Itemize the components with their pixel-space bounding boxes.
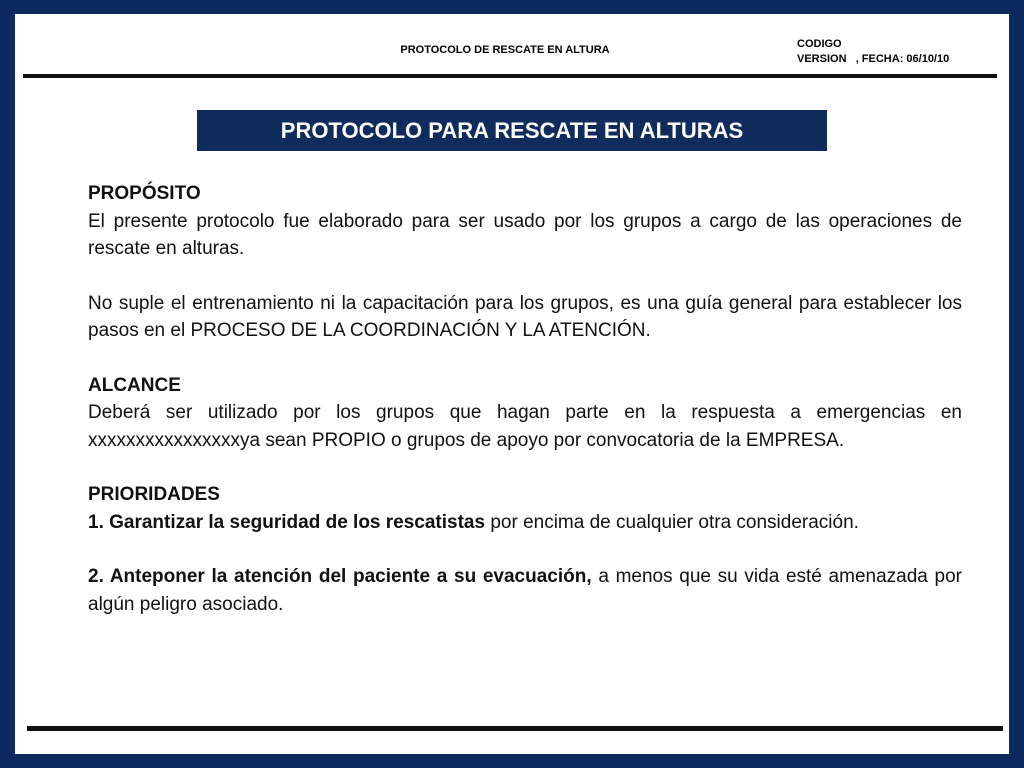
document-body xyxy=(88,180,962,618)
priority-item-1-rest: por encima de cualquier otra consideración. xyxy=(485,511,859,533)
footer-divider xyxy=(27,726,1003,731)
version-date-line xyxy=(797,52,949,67)
priority-item-2 xyxy=(88,563,962,618)
document-code-block xyxy=(797,37,949,67)
proposito-paragraph-2: No suple el entrenamiento ni la capacitación para los grupos, es una guía general para establecer los pasos en el PROCESO DE LA COORDINACIÓN Y LA ATENCIÓN. xyxy=(88,292,962,341)
prioridades-heading: PRIORIDADES xyxy=(88,484,220,505)
slide xyxy=(15,14,1009,754)
priority-item-1 xyxy=(88,509,962,537)
header-title: PROTOCOLO DE RESCATE EN ALTURA xyxy=(400,44,610,56)
code-label: CODIGO xyxy=(797,38,842,50)
proposito-heading: PROPÓSITO xyxy=(88,183,201,204)
priority-item-2-bold: 2. Anteponer la atención del paciente a su evacuación, xyxy=(88,566,592,587)
alcance-heading: ALCANCE xyxy=(88,374,181,396)
version-label: VERSION xyxy=(797,53,847,65)
main-title-banner: PROTOCOLO PARA RESCATE EN ALTURAS xyxy=(197,110,827,151)
document-date: , FECHA: 06/10/10 xyxy=(855,53,950,65)
proposito-paragraph-1: El presente protocolo fue elaborado para ser usado por los grupos a cargo de las operaciones de rescate en alturas. xyxy=(88,210,962,259)
header-divider xyxy=(23,74,997,78)
alcance-paragraph: Deberá ser utilizado por los grupos que hagan parte en la respuesta a emergencias en xxxxxxxxxxxxxxxxya sean PROPIO o grupos de apoyo por convocatoria de la EMPRESA. xyxy=(88,402,962,451)
priority-item-1-bold: 1. Garantizar la seguridad de los rescatistas xyxy=(88,511,486,533)
priority-item-2-rest: a menos que su vida esté amenazada por algún peligro asociado. xyxy=(88,566,962,615)
